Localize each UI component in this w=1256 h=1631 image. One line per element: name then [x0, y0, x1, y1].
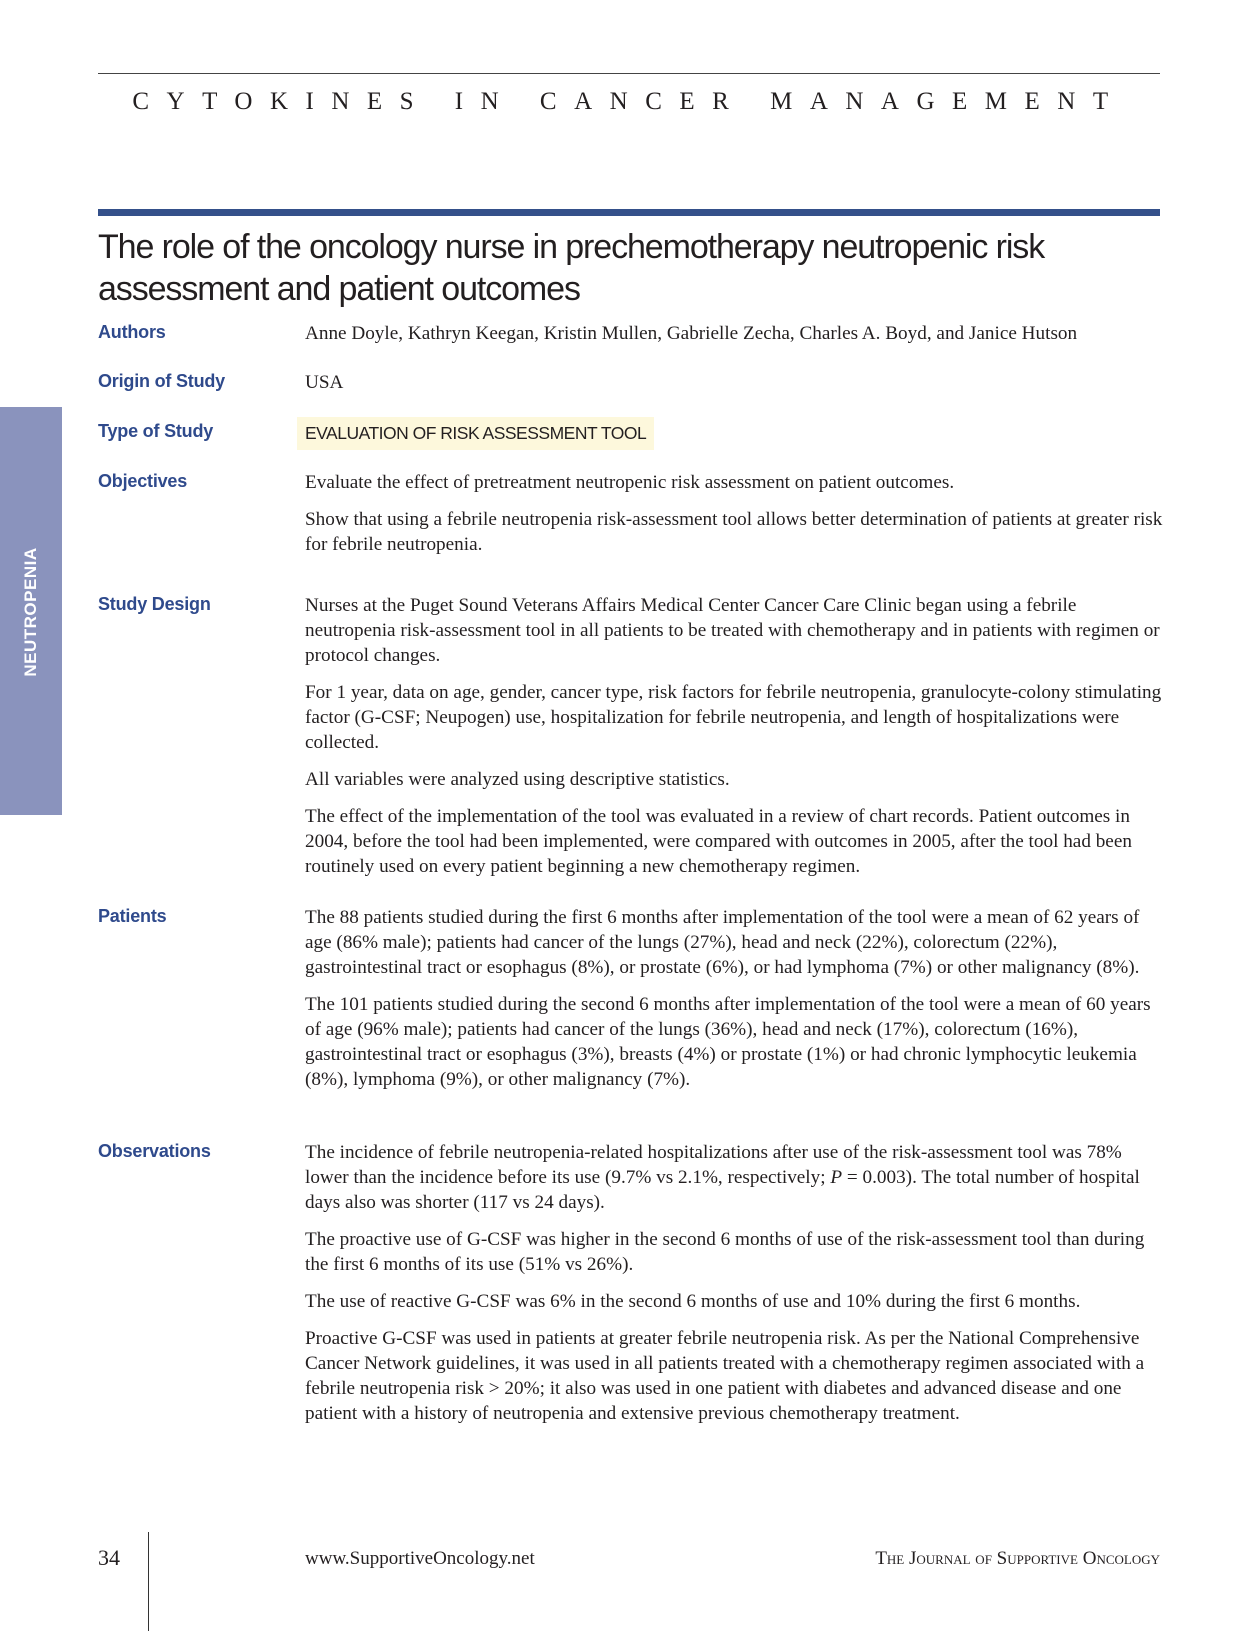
objectives-content [305, 470, 1170, 569]
journal-website-link[interactable]: www.SupportiveOncology.net [305, 1548, 535, 1569]
title-accent-bar [98, 209, 1160, 216]
authors-text: Anne Doyle, Kathryn Keegan, Kristin Mullen, Gabrielle Zecha, Charles A. Boyd, and Janice Hutson [305, 323, 1078, 344]
study-design-paragraph: The effect of the implementation of the tool was evaluated in a review of chart records. Patient outcomes in 2004, before the tool had been implemented, were compared with outcomes in 2005, after the tool had been routinely used on every patient beginning a new chemotherapy regimen. [305, 806, 1132, 877]
study-type-badge: EVALUATION OF RISK ASSESSMENT TOOL [297, 417, 654, 450]
observations-paragraph: The use of reactive G-CSF was 6% in the second 6 months of use and 10% during the first 6 months. [305, 1291, 1081, 1312]
observations-paragraph [305, 1140, 1170, 1215]
study-design-paragraph: Nurses at the Puget Sound Veterans Affairs Medical Center Cancer Care Clinic began using a febrile neutropenia risk-assessment tool in all patients to be treated with chemotherapy and in patients with regimen or protocol changes. [305, 595, 1160, 666]
study-design-paragraph: All variables were analyzed using descriptive statistics. [305, 769, 730, 790]
study-design-paragraph: For 1 year, data on age, gender, cancer type, risk factors for febrile neutropenia, granulocyte-colony stimulating factor (G-CSF; Neupogen) use, hospitalization for febrile neutropenia, and length of hospitalizations were collected. [305, 682, 1162, 753]
observations-label: Observations [98, 1141, 211, 1161]
type-content [305, 421, 1170, 450]
p-value-symbol: P [830, 1167, 843, 1188]
observations-paragraph: Proactive G-CSF was used in patients at greater febrile neutropenia risk. As per the National Comprehensive Cancer Network guidelines, it was used in all patients treated with a chemotherapy regimen associated with a febrile neutropenia risk > 20%; it also was used in one patient with diabetes and advanced disease and one patient with a history of neutropenia and extensive previous chemotherapy treatment. [305, 1328, 1145, 1424]
patients-content [305, 905, 1170, 1104]
patients-paragraph: The 101 patients studied during the second 6 months after implementation of the tool were a mean of 60 years of age (96% male); patients had cancer of the lungs (36%), head and neck (17%), colorectum (16%), gastrointestinal tract or esophagus (3%), breasts (4%) or prostate (1%) or had chronic lymphocytic leukemia (8%), lymphoma (9%), or other malignancy (7%). [305, 994, 1151, 1090]
study-design-label: Study Design [98, 594, 211, 614]
observation-text: = 0.003). The total number of hospital days also was shorter (117 vs 24 days). [305, 1167, 1140, 1213]
objective-paragraph: Evaluate the effect of pretreatment neutropenic risk assessment on patient outcomes. [305, 472, 955, 493]
observation-text: The incidence of febrile neutropenia-related hospitalizations after use of the risk-assessment tool was 78% lower than the incidence before its use (9.7% vs 2.1%, respectively; [305, 1142, 1122, 1188]
observations-content [305, 1140, 1170, 1438]
header-rule [98, 73, 1160, 74]
origin-label: Origin of Study [98, 371, 225, 391]
footer-divider [148, 1532, 149, 1631]
objective-paragraph: Show that using a febrile neutropenia risk-assessment tool allows better determination of patients at greater risk for febrile neutropenia. [305, 509, 1163, 555]
journal-name: The Journal of Supportive Oncology [875, 1548, 1160, 1569]
study-design-content [305, 593, 1170, 891]
patients-paragraph: The 88 patients studied during the first 6 months after implementation of the tool were a mean of 62 years of age (86% male); patients had cancer of the lungs (27%), head and neck (22%), colorectum (22%), gastrointestinal tract or esophagus (8%), or prostate (6%), or had lymphoma (7%) or other malignancy (8%). [305, 907, 1140, 978]
observations-paragraph: The proactive use of G-CSF was higher in the second 6 months of use of the risk-assessment tool than during the first 6 months of its use (51% vs 26%). [305, 1229, 1145, 1275]
patients-label: Patients [98, 906, 167, 926]
authors-label: Authors [98, 322, 166, 342]
origin-text: USA [305, 372, 344, 393]
running-head: CYTOKINES IN CANCER MANAGEMENT [132, 88, 1126, 115]
page-number: 34 [98, 1545, 120, 1570]
type-label: Type of Study [98, 421, 214, 441]
objectives-label: Objectives [98, 471, 188, 491]
article-title: The role of the oncology nurse in prechemotherapy neutropenic risk assessment and patient outcomes [98, 228, 1045, 308]
side-tab-label: NEUTROPENIA [21, 547, 40, 677]
